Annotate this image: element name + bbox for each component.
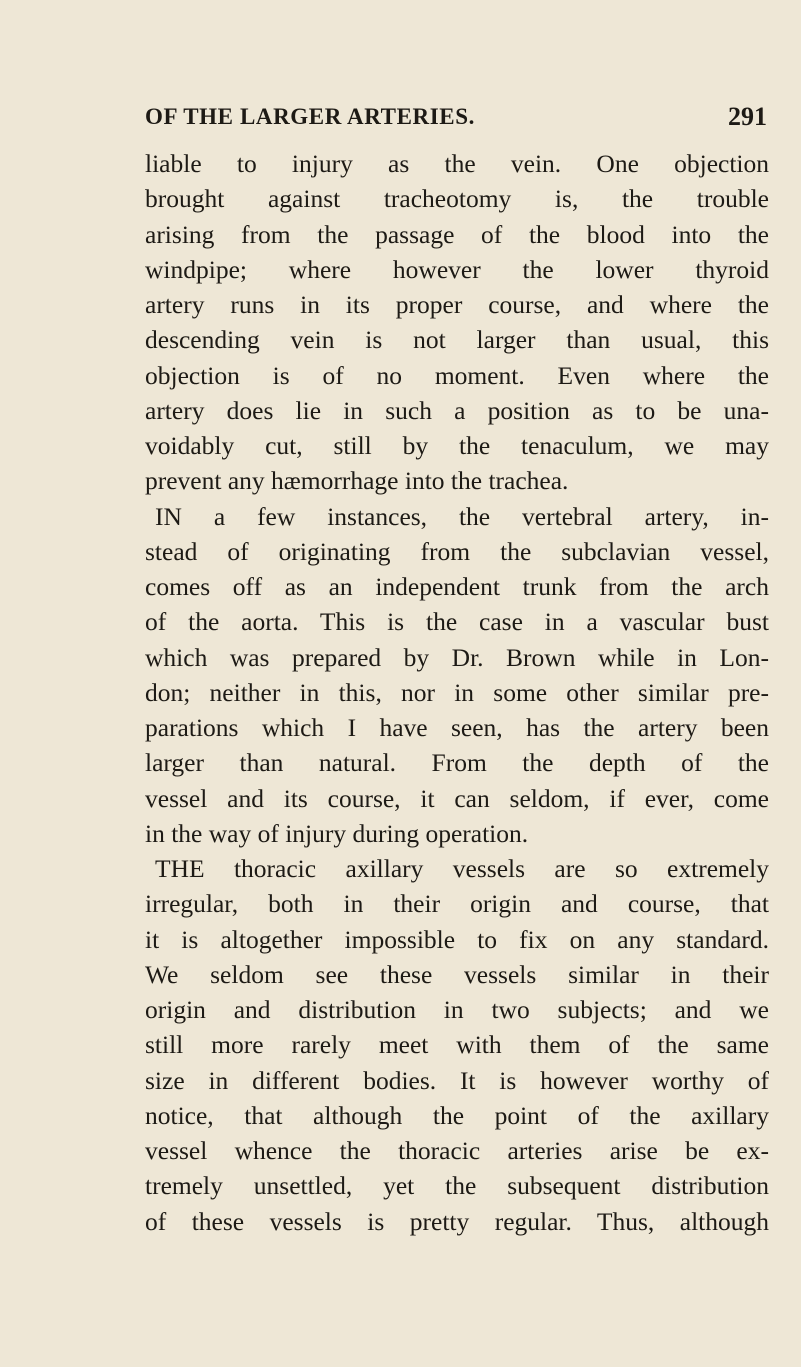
text-line: IN a few instances, the vertebral artery, in- bbox=[155, 501, 769, 531]
text-line: origin and distribution in two subjects; and we bbox=[145, 995, 769, 1024]
text-line: artery does lie in such a position as to be una- bbox=[145, 395, 769, 425]
text-line: vessel and its course, it can seldom, if ever, come bbox=[145, 783, 769, 813]
text-line: liable to injury as the vein. One objection bbox=[145, 149, 769, 178]
running-head: OF THE LARGER ARTERIES. bbox=[145, 104, 475, 129]
text-line: notice, that although the point of the axillary bbox=[145, 1100, 769, 1130]
text-line: stead of originating from the subclavian vessel, bbox=[145, 536, 769, 566]
text-line: in the way of injury during operation. bbox=[145, 818, 529, 848]
page-header bbox=[145, 104, 767, 138]
text-line: tremely unsettled, yet the subsequent distribution bbox=[145, 1171, 769, 1201]
text-line: don; neither in this, nor in some other similar pre- bbox=[145, 677, 769, 707]
text-line: artery runs in its proper course, and where the bbox=[145, 290, 769, 319]
text-line: larger than natural. From the depth of the bbox=[145, 748, 769, 778]
text-line: it is altogether impossible to fix on any standard. bbox=[145, 924, 769, 954]
text-line: voidably cut, still by the tenaculum, we may bbox=[145, 431, 769, 460]
text-line: parations which I have seen, has the artery been bbox=[145, 713, 769, 742]
text-line: comes off as an independent trunk from the arch bbox=[145, 572, 769, 601]
text-line: still more rarely meet with them of the same bbox=[145, 1030, 769, 1060]
text-line: of the aorta. This is the case in a vascular bust bbox=[145, 607, 769, 637]
text-line: irregular, both in their origin and course, that bbox=[145, 889, 769, 919]
text-line: objection is of no moment. Even where the bbox=[145, 360, 769, 390]
text-line: arising from the passage of the blood into the bbox=[145, 219, 769, 249]
page-number: 291 bbox=[728, 102, 767, 131]
text-line: of these vessels is pretty regular. Thus, although bbox=[145, 1206, 769, 1236]
text-line: which was prepared by Dr. Brown while in Lon- bbox=[145, 642, 769, 672]
text-line: We seldom see these vessels similar in their bbox=[145, 959, 769, 989]
text-line: brought against tracheotomy is, the trouble bbox=[145, 184, 769, 214]
text-line: descending vein is not larger than usual, this bbox=[145, 325, 769, 355]
text-line: windpipe; where however the lower thyroid bbox=[145, 254, 769, 284]
text-line: vessel whence the thoracic arteries arise be ex- bbox=[145, 1136, 769, 1165]
text-line: prevent any hæmorrhage into the trachea. bbox=[145, 466, 569, 496]
body-text bbox=[145, 146, 769, 1239]
text-line: size in different bodies. It is however worthy of bbox=[145, 1065, 769, 1095]
text-line: THE thoracic axillary vessels are so extremely bbox=[155, 854, 769, 883]
